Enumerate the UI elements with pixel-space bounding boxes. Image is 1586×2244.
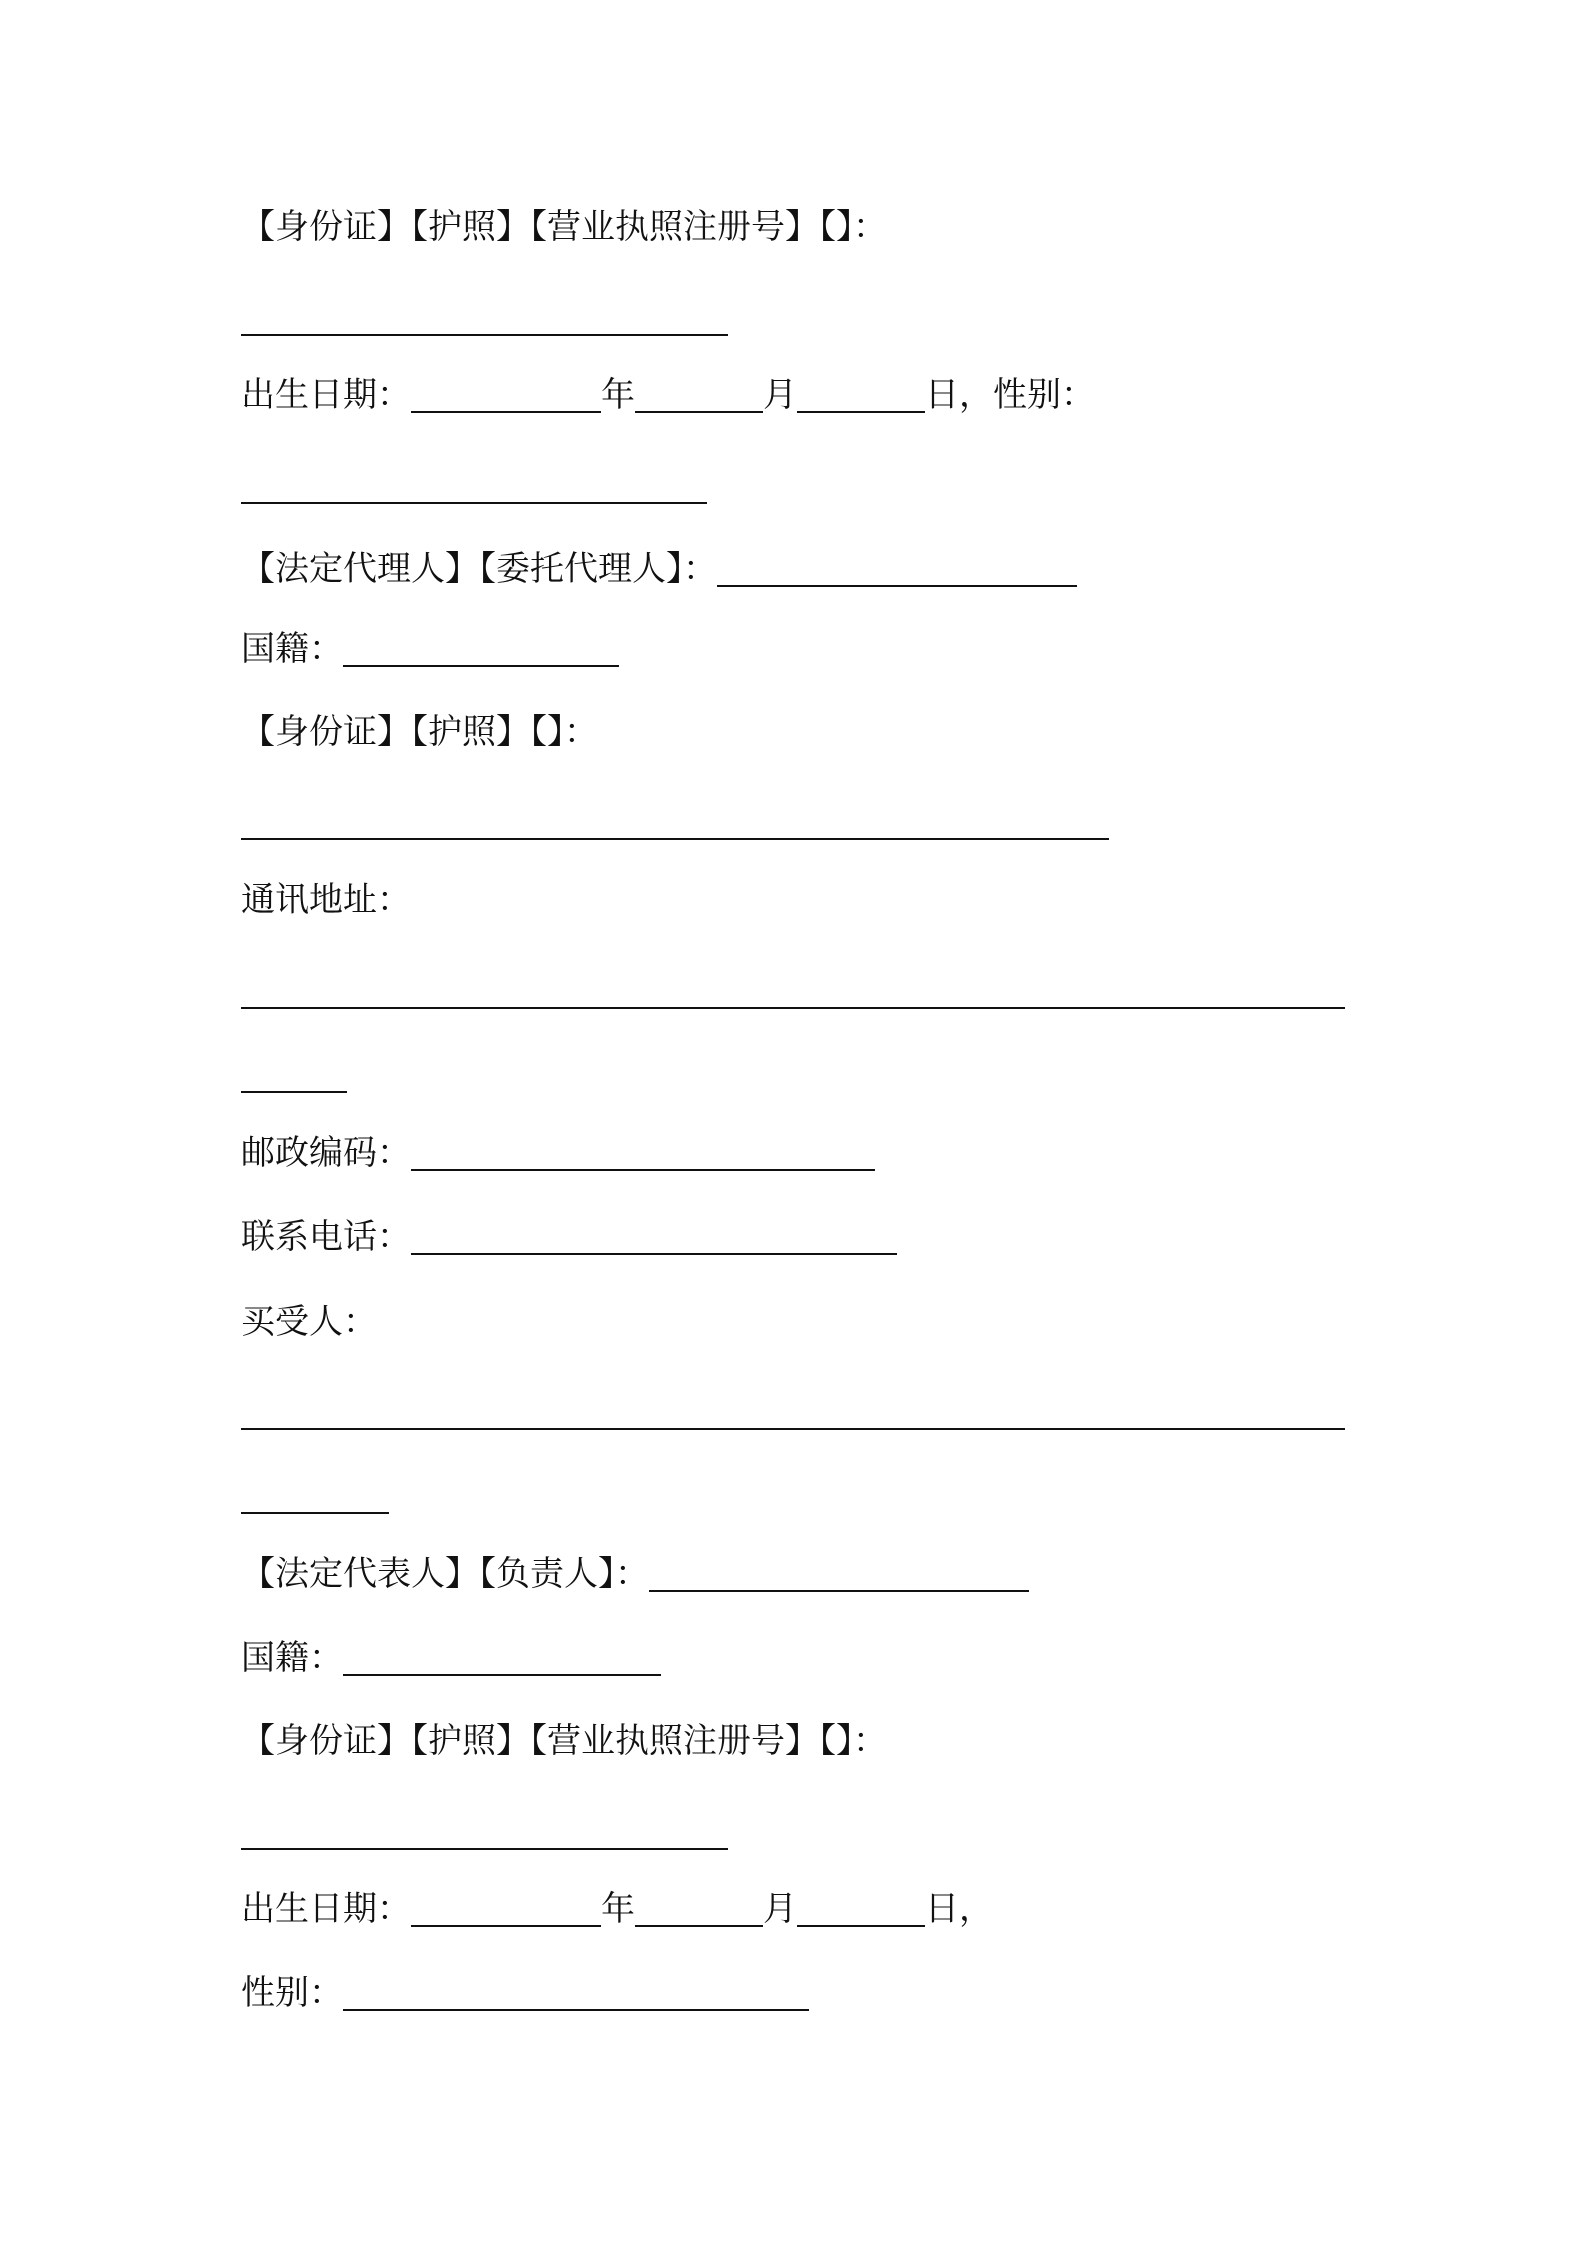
- seller-id-doc-label: 【身份证】【护照】【营业执照注册号】【】：: [241, 207, 887, 247]
- buyer-birth-label: 出生日期：: [241, 1889, 411, 1929]
- buyer-blank-line-2[interactable]: [241, 1512, 389, 1514]
- buyer-gender-blank[interactable]: [343, 1979, 809, 2011]
- seller-birth-label: 出生日期：: [241, 375, 411, 415]
- day-gender-label: 日，性别：: [925, 375, 1095, 415]
- buyer-id-doc-label: 【身份证】【护照】【营业执照注册号】【】：: [241, 1721, 887, 1761]
- buyer-row: [241, 1300, 377, 1344]
- buyer-nationality-label: 国籍：: [241, 1638, 343, 1678]
- buyer-id-doc-row: [241, 1719, 887, 1763]
- address-row: [241, 878, 411, 922]
- seller-nationality-blank[interactable]: [343, 635, 619, 667]
- seller-birth-day-blank[interactable]: [797, 381, 925, 413]
- buyer-birth-year-blank[interactable]: [411, 1895, 601, 1927]
- buyer-day-label: 日，: [925, 1889, 993, 1929]
- buyer-label: 买受人：: [241, 1302, 377, 1342]
- seller-id-doc-blank[interactable]: [241, 334, 728, 336]
- buyer-birth-day-blank[interactable]: [797, 1895, 925, 1927]
- address-blank-line-1[interactable]: [241, 1007, 1345, 1009]
- address-blank-line-2[interactable]: [241, 1091, 347, 1093]
- seller-birth-row: [241, 373, 1095, 417]
- buyer-nationality-row: [241, 1636, 661, 1680]
- phone-row: [241, 1215, 897, 1259]
- postcode-label: 邮政编码：: [241, 1133, 411, 1173]
- buyer-nationality-blank[interactable]: [343, 1644, 661, 1676]
- seller-id-doc-row: [241, 205, 887, 249]
- phone-label: 联系电话：: [241, 1217, 411, 1257]
- buyer-rep-blank[interactable]: [649, 1560, 1029, 1592]
- buyer-rep-row: [241, 1552, 1029, 1596]
- buyer-id-doc-blank[interactable]: [241, 1848, 728, 1850]
- buyer-year-label: 年: [601, 1889, 635, 1929]
- seller-birth-month-blank[interactable]: [635, 381, 763, 413]
- buyer-birth-month-blank[interactable]: [635, 1895, 763, 1927]
- seller-gender-blank[interactable]: [241, 502, 707, 504]
- agent-id-doc-blank[interactable]: [241, 838, 1109, 840]
- buyer-rep-label: 【法定代表人】【负责人】：: [241, 1554, 649, 1594]
- seller-agent-label: 【法定代理人】【委托代理人】：: [241, 549, 717, 589]
- buyer-birth-row: [241, 1887, 993, 1931]
- buyer-blank-line-1[interactable]: [241, 1428, 1345, 1430]
- postcode-row: [241, 1131, 875, 1175]
- agent-id-doc-label: 【身份证】【护照】【】：: [241, 712, 598, 752]
- buyer-gender-row: [241, 1971, 809, 2015]
- seller-nationality-row: [241, 627, 619, 671]
- nationality-label: 国籍：: [241, 629, 343, 669]
- address-label: 通讯地址：: [241, 880, 411, 920]
- postcode-blank[interactable]: [411, 1139, 875, 1171]
- seller-agent-row: [241, 547, 1077, 591]
- phone-blank[interactable]: [411, 1223, 897, 1255]
- year-label: 年: [601, 375, 635, 415]
- buyer-month-label: 月: [763, 1889, 797, 1929]
- seller-agent-blank[interactable]: [717, 555, 1077, 587]
- buyer-gender-label: 性别：: [241, 1973, 343, 2013]
- seller-birth-year-blank[interactable]: [411, 381, 601, 413]
- month-label: 月: [763, 375, 797, 415]
- agent-id-doc-row: [241, 710, 598, 754]
